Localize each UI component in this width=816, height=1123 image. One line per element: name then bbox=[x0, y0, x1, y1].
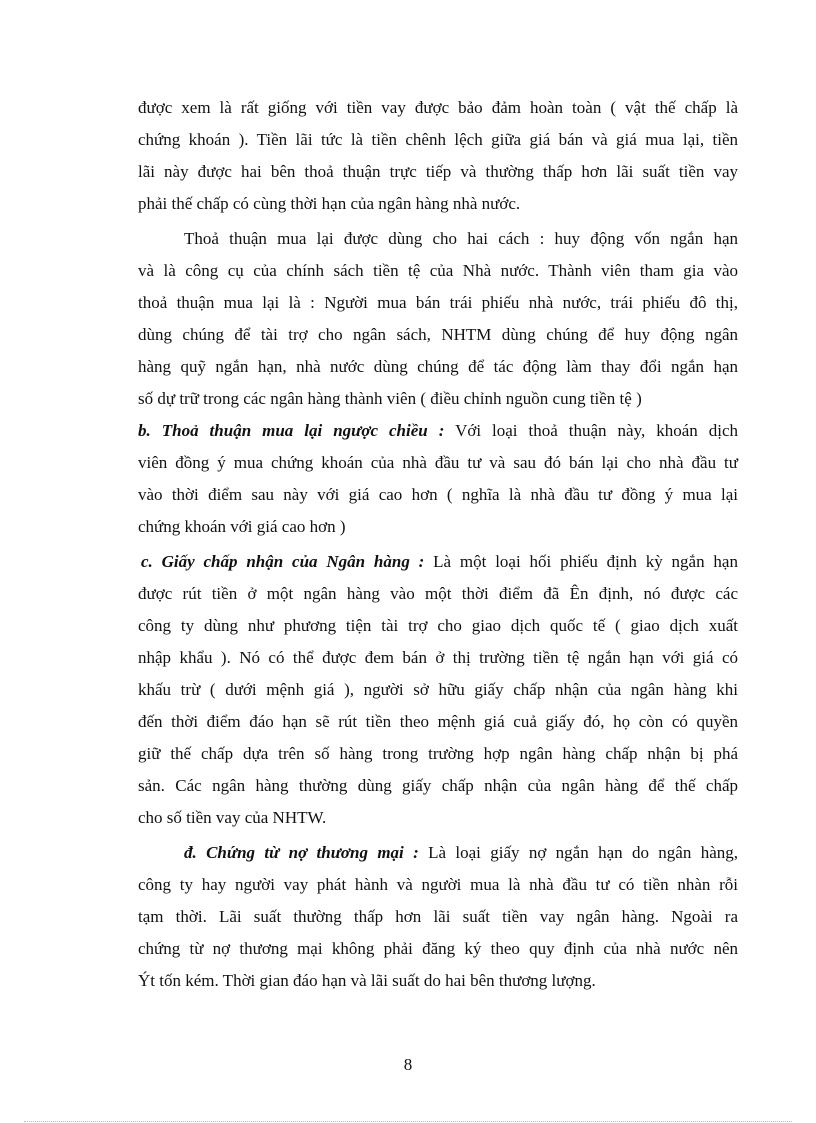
page-bottom-divider bbox=[24, 1121, 792, 1122]
page-number: 8 bbox=[403, 1055, 413, 1074]
text-span: Với loại thoả thuận này, khoán dịch bbox=[444, 421, 738, 440]
text-line: công ty dùng như phương tiện tài trợ cho giao dịch quốc tế ( giao dịch xuất bbox=[138, 616, 738, 635]
section-heading: b. Thoả thuận mua lại ngược chiều : bbox=[138, 421, 445, 440]
text-line: chứng khoán ). Tiền lãi tức là tiền chênh lệch giữa giá bán và giá mua lại, tiền bbox=[138, 130, 738, 149]
text-line: thoả thuận mua lại là : Người mua bán trái phiếu nhà nước, trái phiếu đô thị, bbox=[138, 293, 738, 312]
text-span: Là loại giấy nợ ngắn hạn do ngân hàng, bbox=[418, 843, 738, 862]
document-body bbox=[138, 92, 738, 997]
text-line: được rút tiền ở một ngân hàng vào một thời điểm đã Ên định, nó được các bbox=[138, 584, 738, 603]
text-span: Là một loại hối phiếu định kỳ ngắn hạn bbox=[424, 552, 738, 571]
paragraph-1 bbox=[138, 92, 738, 220]
text-line: đến thời điểm đáo hạn sẽ rút tiền theo mệnh giá cuả giấy đó, họ còn có quyền bbox=[138, 712, 738, 731]
text-line: chứng khoán với giá cao hơn ) bbox=[138, 517, 346, 536]
text-line: sản. Các ngân hàng thường dùng giấy chấp nhận của ngân hàng để thế chấp bbox=[138, 776, 738, 795]
paragraph-b bbox=[138, 415, 738, 543]
text-line: và là công cụ của chính sách tiền tệ của Nhà nước. Thành viên tham gia vào bbox=[138, 261, 738, 280]
text-line bbox=[138, 837, 738, 869]
text-line: lãi này được hai bên thoả thuận trực tiếp và thường thấp hơn lãi suất tiền vay bbox=[138, 162, 738, 181]
text-line: chứng từ nợ thương mại không phải đăng ký theo quy định của nhà nước nên bbox=[138, 939, 738, 958]
text-line bbox=[138, 546, 738, 578]
text-line: viên đồng ý mua chứng khoán của nhà đầu tư và sau đó bán lại cho nhà đầu tư bbox=[138, 453, 738, 472]
paragraph-c bbox=[138, 546, 738, 834]
paragraph-d bbox=[138, 837, 738, 997]
section-heading: đ. Chứng từ nợ thương mại : bbox=[184, 843, 419, 862]
text-line: phải thế chấp có cùng thời hạn của ngân hàng nhà nước. bbox=[138, 194, 521, 213]
text-line: cho số tiền vay của NHTW. bbox=[138, 808, 327, 827]
text-line bbox=[138, 415, 738, 447]
section-heading: c. Giấy chấp nhận của Ngân hàng : bbox=[141, 552, 425, 571]
text-line: Thoả thuận mua lại được dùng cho hai cách : huy động vốn ngắn hạn bbox=[184, 229, 738, 248]
text-line: dùng chúng để tài trợ cho ngân sách, NHTM dùng chúng để huy động ngân bbox=[138, 325, 738, 344]
text-line: khấu trừ ( dưới mệnh giá ), người sở hữu giấy chấp nhận của ngân hàng khi bbox=[138, 680, 738, 699]
text-line: số dự trữ trong các ngân hàng thành viên ( điều chỉnh nguồn cung tiền tệ ) bbox=[138, 389, 642, 408]
text-line: vào thời điểm sau này với giá cao hơn ( nghĩa là nhà đầu tư đồng ý mua lại bbox=[138, 485, 738, 504]
text-line: giữ thế chấp dựa trên số hàng trong trường hợp ngân hàng chấp nhận bị phá bbox=[138, 744, 738, 763]
text-line: hàng quỹ ngắn hạn, nhà nước dùng chúng để tác động làm thay đổi ngắn hạn bbox=[138, 357, 738, 376]
text-line: công ty hay người vay phát hành và người mua là nhà đầu tư có tiền nhàn rỗi bbox=[138, 875, 738, 894]
paragraph-2 bbox=[138, 223, 738, 415]
text-line: nhập khẩu ). Nó có thể được đem bán ở thị trường tiền tệ ngắn hạn với giá có bbox=[138, 648, 738, 667]
text-line: Ýt tốn kém. Thời gian đáo hạn và lãi suất do hai bên thương lượng. bbox=[138, 971, 596, 990]
text-line: được xem là rất giống với tiền vay được bảo đảm hoàn toàn ( vật thế chấp là bbox=[138, 98, 738, 117]
text-line: tạm thời. Lãi suất thường thấp hơn lãi suất tiền vay ngân hàng. Ngoài ra bbox=[138, 907, 738, 926]
